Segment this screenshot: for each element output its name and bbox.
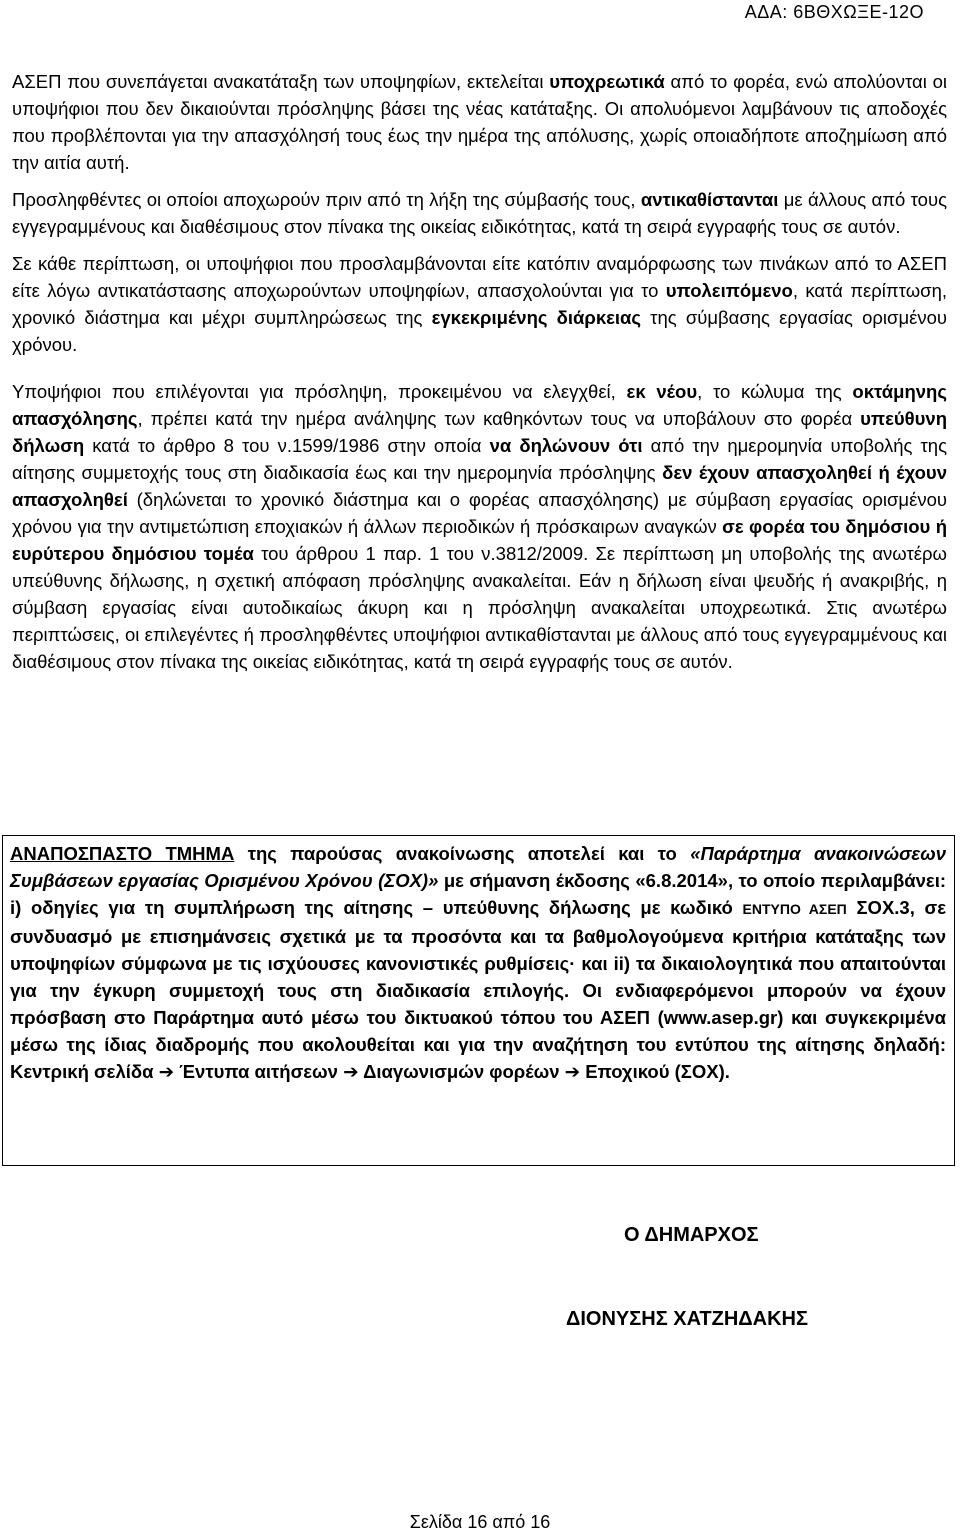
bold-text: αντικαθίστανται	[640, 189, 779, 210]
text: του άρθρου 1 παρ. 1 του ν.3812/2009. Σε περίπτωση μη υποβολής της ανωτέρω υπεύθυνης δήλωσης, η σχετική απόφαση πρόσληψης ανακαλείται. Εάν η δήλωση είναι ψευδής ή ανακριβής, η σύμβαση εργασίας είναι αυτοδικαίως άκυρη και η πρόσληψη ανακαλείται υποχρεωτικά. Στις ανωτέρω περιπτώσεις, οι επιλεγέντες ή προσληφθέντες υποψήφιοι αντικαθίστανται με άλλους από τους εγγεγραμμένους και διαθέσιμους στον πίνακα της οικείας ειδικότητας, κατά τη σειρά εγγραφής τους σε αυτόν.	[12, 543, 947, 672]
bold-text: δεν έχουν απασχοληθεί ή έχουν απασχοληθεί	[12, 462, 947, 510]
italic-title: «Παράρτημα ανακοινώσεων Συμβάσεων εργασίας Ορισμένου Χρόνου (ΣΟΧ)»	[10, 843, 946, 891]
underlined-heading: ΑΝΑΠΟΣΠΑΣΤΟ ΤΜΗΜΑ	[10, 843, 235, 864]
text: Σε κάθε περίπτωση, οι υποψήφιοι που προσλαμβάνονται είτε κατόπιν αναμόρφωσης των πινάκων από το ΑΣΕΠ είτε λόγω αντικατάστασης αποχωρούντων υποψηφίων, απασχολούνται για το	[12, 253, 947, 301]
bold-text: υποχρεωτικά	[549, 71, 665, 92]
bold-text: εκ νέου	[626, 381, 698, 402]
page-number: Σελίδα 16 από 16	[409, 1512, 551, 1532]
document-body	[12, 68, 947, 675]
paragraph-declaration	[12, 378, 947, 675]
text: , πρέπει κατά την ημέρα ανάληψης των καθηκόντων τους να υποβάλουν στο φορέα	[137, 408, 861, 429]
bold-text: υπολειπόμενο	[665, 280, 793, 301]
text: (δηλώνεται το χρονικό διάστημα και ο φορέας απασχόλησης) με σύμβαση εργασίας ορισμένου χρόνου για την αντιμετώπιση εποχιακών ή άλλων περιοδικών ή πρόσκαιρων αναγκών	[12, 489, 947, 537]
arrow-right-icon: ➔	[158, 1061, 175, 1082]
page-footer	[0, 1510, 960, 1534]
text: από το φορέα, ενώ απολύονται οι υποψήφιοι που δεν δικαιούνται πρόσληψης βάσει της νέας κατάταξης. Οι απολυόμενοι λαμβάνουν τις αποδοχές που προβλέπονται για την απασχόλησή τους έως την ημέρα της απόλυσης, χωρίς οποιαδήποτε αποζημίωση από την αιτία αυτή.	[12, 71, 947, 173]
text: και ii) τα δικαιολογητικά που απαιτούνται για την έγκυρη συμμετοχή τους στη διαδικασία επιλογής. Οι ενδιαφερόμενοι μπορούν να έχουν πρόσβαση στο Παράρτημα αυτό μέσω του δικτυακού τόπου του ΑΣΕΠ (www.asep.gr) και συγκεκριμένα μέσω της ίδιας διαδρομής που ακολουθείται και για την αναζήτηση του εντύπου της αίτησης δηλαδή: Κεντρική σελίδα	[10, 953, 946, 1082]
bold-text: υπεύθυνη δήλωση	[12, 408, 947, 456]
text: Υποψήφιοι που επιλέγονται για πρόσληψη, προκειμένου να ελεγχθεί,	[12, 381, 627, 402]
bold-text: να δηλώνουν ότι	[489, 435, 643, 456]
bold-text: σε φορέα του δημόσιου ή ευρύτερου δημόσιου τομέα	[12, 516, 947, 564]
ada-code: ΑΔΑ: 6ΒΘΧΩΞΕ-12Ο	[744, 2, 924, 22]
paragraph-reclassification	[12, 68, 947, 176]
text: , το κώλυμα της	[697, 381, 853, 402]
signature-name: ΔΙΟΝΥΣΗΣ ΧΑΤΖΗΔΑΚΗΣ	[566, 1308, 808, 1330]
arrow-right-icon: ➔	[564, 1061, 581, 1082]
text: ΣΟΧ.3, σε συνδυασμό με επισημάνσεις σχετικά με τα προσόντα και τα βαθμολογούμενα κριτήρια κατάταξης των υποψηφίων σύμφωνα με τις ισχύουσες κανονιστικές ρυθμίσεις	[10, 897, 946, 974]
detachable-section-text	[10, 840, 946, 1085]
middle-dot: ·	[569, 953, 576, 974]
text: της σύμβασης εργασίας ορισμένου χρόνου.	[12, 307, 948, 355]
text: κατά το άρθρο 8 του ν.1599/1986 στην οποία	[84, 435, 490, 456]
text: από την ημερομηνία υποβολής της αίτησης συμμετοχής τους στη διαδικασία έως και την ημερομηνία πρόσληψης	[12, 435, 948, 483]
text: με σήμανση έκδοσης «6.8.2014», το οποίο περιλαμβάνει: i) οδηγίες για τη συμπλήρωση της αίτησης – υπεύθυνης δήλωσης με κωδικό	[10, 870, 946, 918]
text: ΑΣΕΠ που συνεπάγεται ανακατάταξη των υποψηφίων, εκτελείται	[12, 71, 550, 92]
paragraph-remaining-duration	[12, 250, 947, 358]
text: Προσληφθέντες οι οποίοι αποχωρούν πριν από τη λήξη της σύμβασής τους,	[12, 189, 641, 210]
bold-text: οκτάμηνης απασχόλησης	[12, 381, 947, 429]
text: της παρούσας ανακοίνωσης αποτελεί και το	[234, 843, 691, 864]
arrow-right-icon: ➔	[343, 1061, 359, 1082]
text: με άλλους από τους εγγεγραμμένους και διαθέσιμους στον πίνακα της οικείας ειδικότητας, κατά τη σειρά εγγραφής τους σε αυτόν.	[12, 189, 947, 237]
bold-text: εγκεκριμένης διάρκειας	[431, 307, 642, 328]
form-code: ΕΝΤΥΠΟ ΑΣΕΠ	[742, 901, 847, 917]
text: Εποχικού (ΣΟΧ).	[580, 1061, 730, 1082]
signature-title: Ο ΔΗΜΑΡΧΟΣ	[624, 1224, 759, 1246]
text: Διαγωνισμών φορέων	[358, 1061, 565, 1082]
paragraph-replacement	[12, 186, 947, 240]
text: , κατά περίπτωση, χρονικό διάστημα και μέχρι συμπληρώσεως της	[12, 280, 947, 328]
text: Έντυπα αιτήσεων	[174, 1061, 344, 1082]
